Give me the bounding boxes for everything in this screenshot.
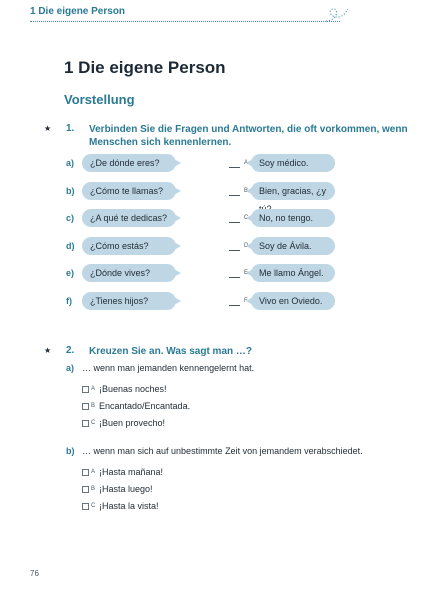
speech-bubble-tail (174, 187, 181, 195)
dotted-swirl-icon (324, 4, 350, 24)
exercise-1-instruction-line1: Verbinden Sie die Fragen und Antworten, die oft vorkommen, wenn (89, 124, 408, 135)
answer-blank-input[interactable] (229, 167, 240, 168)
answer-bubble: Me llamo Ángel. (251, 264, 335, 282)
option-text: ¡Hasta mañana! (99, 467, 164, 477)
part-letter: a) (66, 363, 75, 373)
question-letter: a) (66, 158, 75, 168)
answer-bubble: Soy de Ávila. (251, 237, 335, 255)
exercise-2-number: 2. (66, 345, 75, 356)
difficulty-star-icon: ★ (44, 346, 52, 355)
checkbox-icon[interactable] (82, 386, 89, 393)
answer-letter: A (244, 160, 249, 166)
option-letter: C (91, 420, 96, 426)
answer-blank-input[interactable] (229, 305, 240, 306)
answer-blank-input[interactable] (229, 195, 240, 196)
speech-bubble-tail (174, 297, 181, 305)
page-number: 76 (30, 569, 39, 578)
header-dotted-rule (30, 21, 340, 22)
option-text: Encantado/Encantada. (99, 401, 191, 411)
option-text: ¡Hasta luego! (99, 484, 153, 494)
question-letter: e) (66, 268, 75, 278)
question-letter: d) (66, 241, 75, 251)
checkbox-icon[interactable] (82, 486, 89, 493)
speech-bubble-tail (174, 269, 181, 277)
answer-letter: B (244, 188, 249, 194)
question-letter: c) (66, 213, 75, 223)
answer-letter: E (244, 270, 249, 276)
situation-text: … wenn man sich auf unbestimmte Zeit von jemandem verabschiedet. (82, 446, 363, 456)
question-bubble: ¿Cómo te llamas? (82, 182, 176, 200)
situation-text: … wenn man jemanden kennengelernt hat. (82, 363, 255, 373)
answer-bubble: Soy médico. (251, 154, 335, 172)
exercise-1-instruction-line2: Menschen sich kennenlernen. (89, 137, 232, 148)
option-letter: B (91, 486, 96, 492)
checkbox-icon[interactable] (82, 420, 89, 427)
answer-letter: F (244, 298, 248, 304)
option-letter: A (91, 386, 96, 392)
question-bubble: ¿Dónde vives? (82, 264, 176, 282)
answer-blank-input[interactable] (229, 250, 240, 251)
question-letter: f) (66, 296, 72, 306)
speech-bubble-tail (174, 214, 181, 222)
option-text: ¡Buenas noches! (99, 384, 167, 394)
answer-blank-input[interactable] (229, 277, 240, 278)
checkbox-icon[interactable] (82, 469, 89, 476)
chapter-title: 1 Die eigene Person (64, 58, 226, 77)
answer-blank-input[interactable] (229, 222, 240, 223)
checkbox-icon[interactable] (82, 503, 89, 510)
checkbox-icon[interactable] (82, 403, 89, 410)
section-title: Vorstellung (64, 92, 135, 107)
answer-bubble: Bien, gracias, ¿y (251, 182, 335, 200)
option-letter: A (91, 469, 96, 475)
speech-bubble-tail (174, 159, 181, 167)
option-text: ¡Hasta la vista! (99, 501, 159, 511)
question-bubble: ¿A qué te dedicas? (82, 209, 176, 227)
exercise-1-number: 1. (66, 123, 75, 134)
question-letter: b) (66, 186, 75, 196)
difficulty-star-icon: ★ (44, 124, 52, 133)
option-letter: C (91, 503, 96, 509)
option-text: ¡Buen provecho! (99, 418, 166, 428)
running-header-title: 1 Die eigene Person (30, 6, 126, 17)
answer-letter: C (244, 215, 249, 221)
exercise-2-instruction: Kreuzen Sie an. Was sagt man …? (89, 346, 253, 357)
question-bubble: ¿Tienes hijos? (82, 292, 176, 310)
speech-bubble-tail (174, 242, 181, 250)
question-bubble: ¿Cómo estás? (82, 237, 176, 255)
answer-bubble: No, no tengo. (251, 209, 335, 227)
part-letter: b) (66, 446, 75, 456)
answer-bubble: Vivo en Oviedo. (251, 292, 335, 310)
option-letter: B (91, 403, 96, 409)
answer-letter: D (244, 243, 249, 249)
question-bubble: ¿De dónde eres? (82, 154, 176, 172)
